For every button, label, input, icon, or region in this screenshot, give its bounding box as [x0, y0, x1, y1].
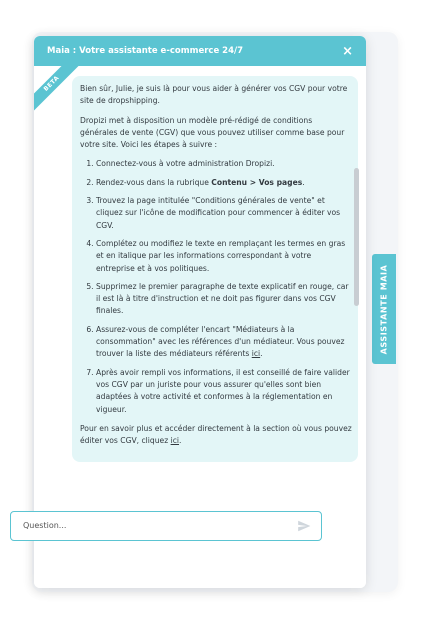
close-icon[interactable]: × [342, 43, 353, 59]
list-item: 4. Complétez ou modifiez le texte en remplaçant les termes en gras et en italique par les informations correspondant à votre entreprise et à vos politiques. [96, 238, 352, 275]
steps-list [80, 158, 352, 415]
list-item-text: . [302, 177, 305, 187]
chat-title: Maia : Votre assistante e-commerce 24/7 [47, 46, 244, 56]
chat-window [34, 36, 366, 588]
side-tab-label: ASSISTANTE MAIA [379, 264, 389, 354]
paragraph-text: . [179, 436, 182, 446]
list-item [96, 177, 352, 189]
cgv-section-link[interactable]: ici [170, 436, 180, 446]
scrollbar[interactable] [354, 168, 359, 306]
mediateurs-link[interactable]: ici [251, 349, 261, 359]
list-item: 1. Connectez-vous à votre administration Dropizi. [96, 158, 352, 170]
paragraph-text: Pour en savoir plus et accéder directement à la section où vous pouvez éditer vos CGV, cliquez [80, 423, 352, 446]
message-paragraph: Dropizi met à disposition un modèle pré-rédigé de conditions générales de vente (CGV) que vous pouvez utiliser comme base pour votre site. Voici les étapes à suivre : [80, 115, 345, 150]
message-list[interactable] [34, 66, 366, 552]
list-item [96, 324, 352, 361]
list-item: 5. Supprimez le premier paragraphe de texte explicatif en rouge, car il est là à titre d'instruction et ne doit pas figurer dans vos CGV finales. [96, 281, 352, 318]
list-item-text: . [260, 349, 263, 359]
send-icon[interactable] [297, 519, 311, 533]
chat-header [34, 36, 366, 66]
beta-label: BETA [34, 66, 84, 116]
menu-path: Contenu > Vos pages [211, 177, 303, 187]
assistant-message [72, 76, 358, 462]
list-item-text: Rendez-vous dans la rubrique [96, 177, 212, 187]
list-item: 3. Trouvez la page intitulée "Conditions générales de vente" et cliquez sur l'icône de modification pour commencer à éditer vos CGV. [96, 195, 352, 232]
list-item: 7. Après avoir rempli vos informations, il est conseillé de faire valider vos CGV par un juriste pour vous assurer qu'elles sont bien adaptées à votre activité et conformes à la réglementation en vigueur. [96, 367, 352, 416]
assistante-maia-tab[interactable] [372, 254, 396, 364]
question-input-box[interactable] [10, 511, 322, 541]
message-paragraph [80, 423, 352, 448]
question-input[interactable] [11, 512, 273, 538]
message-paragraph: Bien sûr, Julie, je suis là pour vous aider à générer vos CGV pour votre site de dropshipping. [80, 84, 348, 106]
list-item-text: Assurez-vous de compléter l'encart "Médiateurs à la consommation" avec les références d'un médiateur. Vous pouvez trouver la liste des médiateurs référents [96, 324, 345, 359]
input-area [34, 552, 366, 588]
